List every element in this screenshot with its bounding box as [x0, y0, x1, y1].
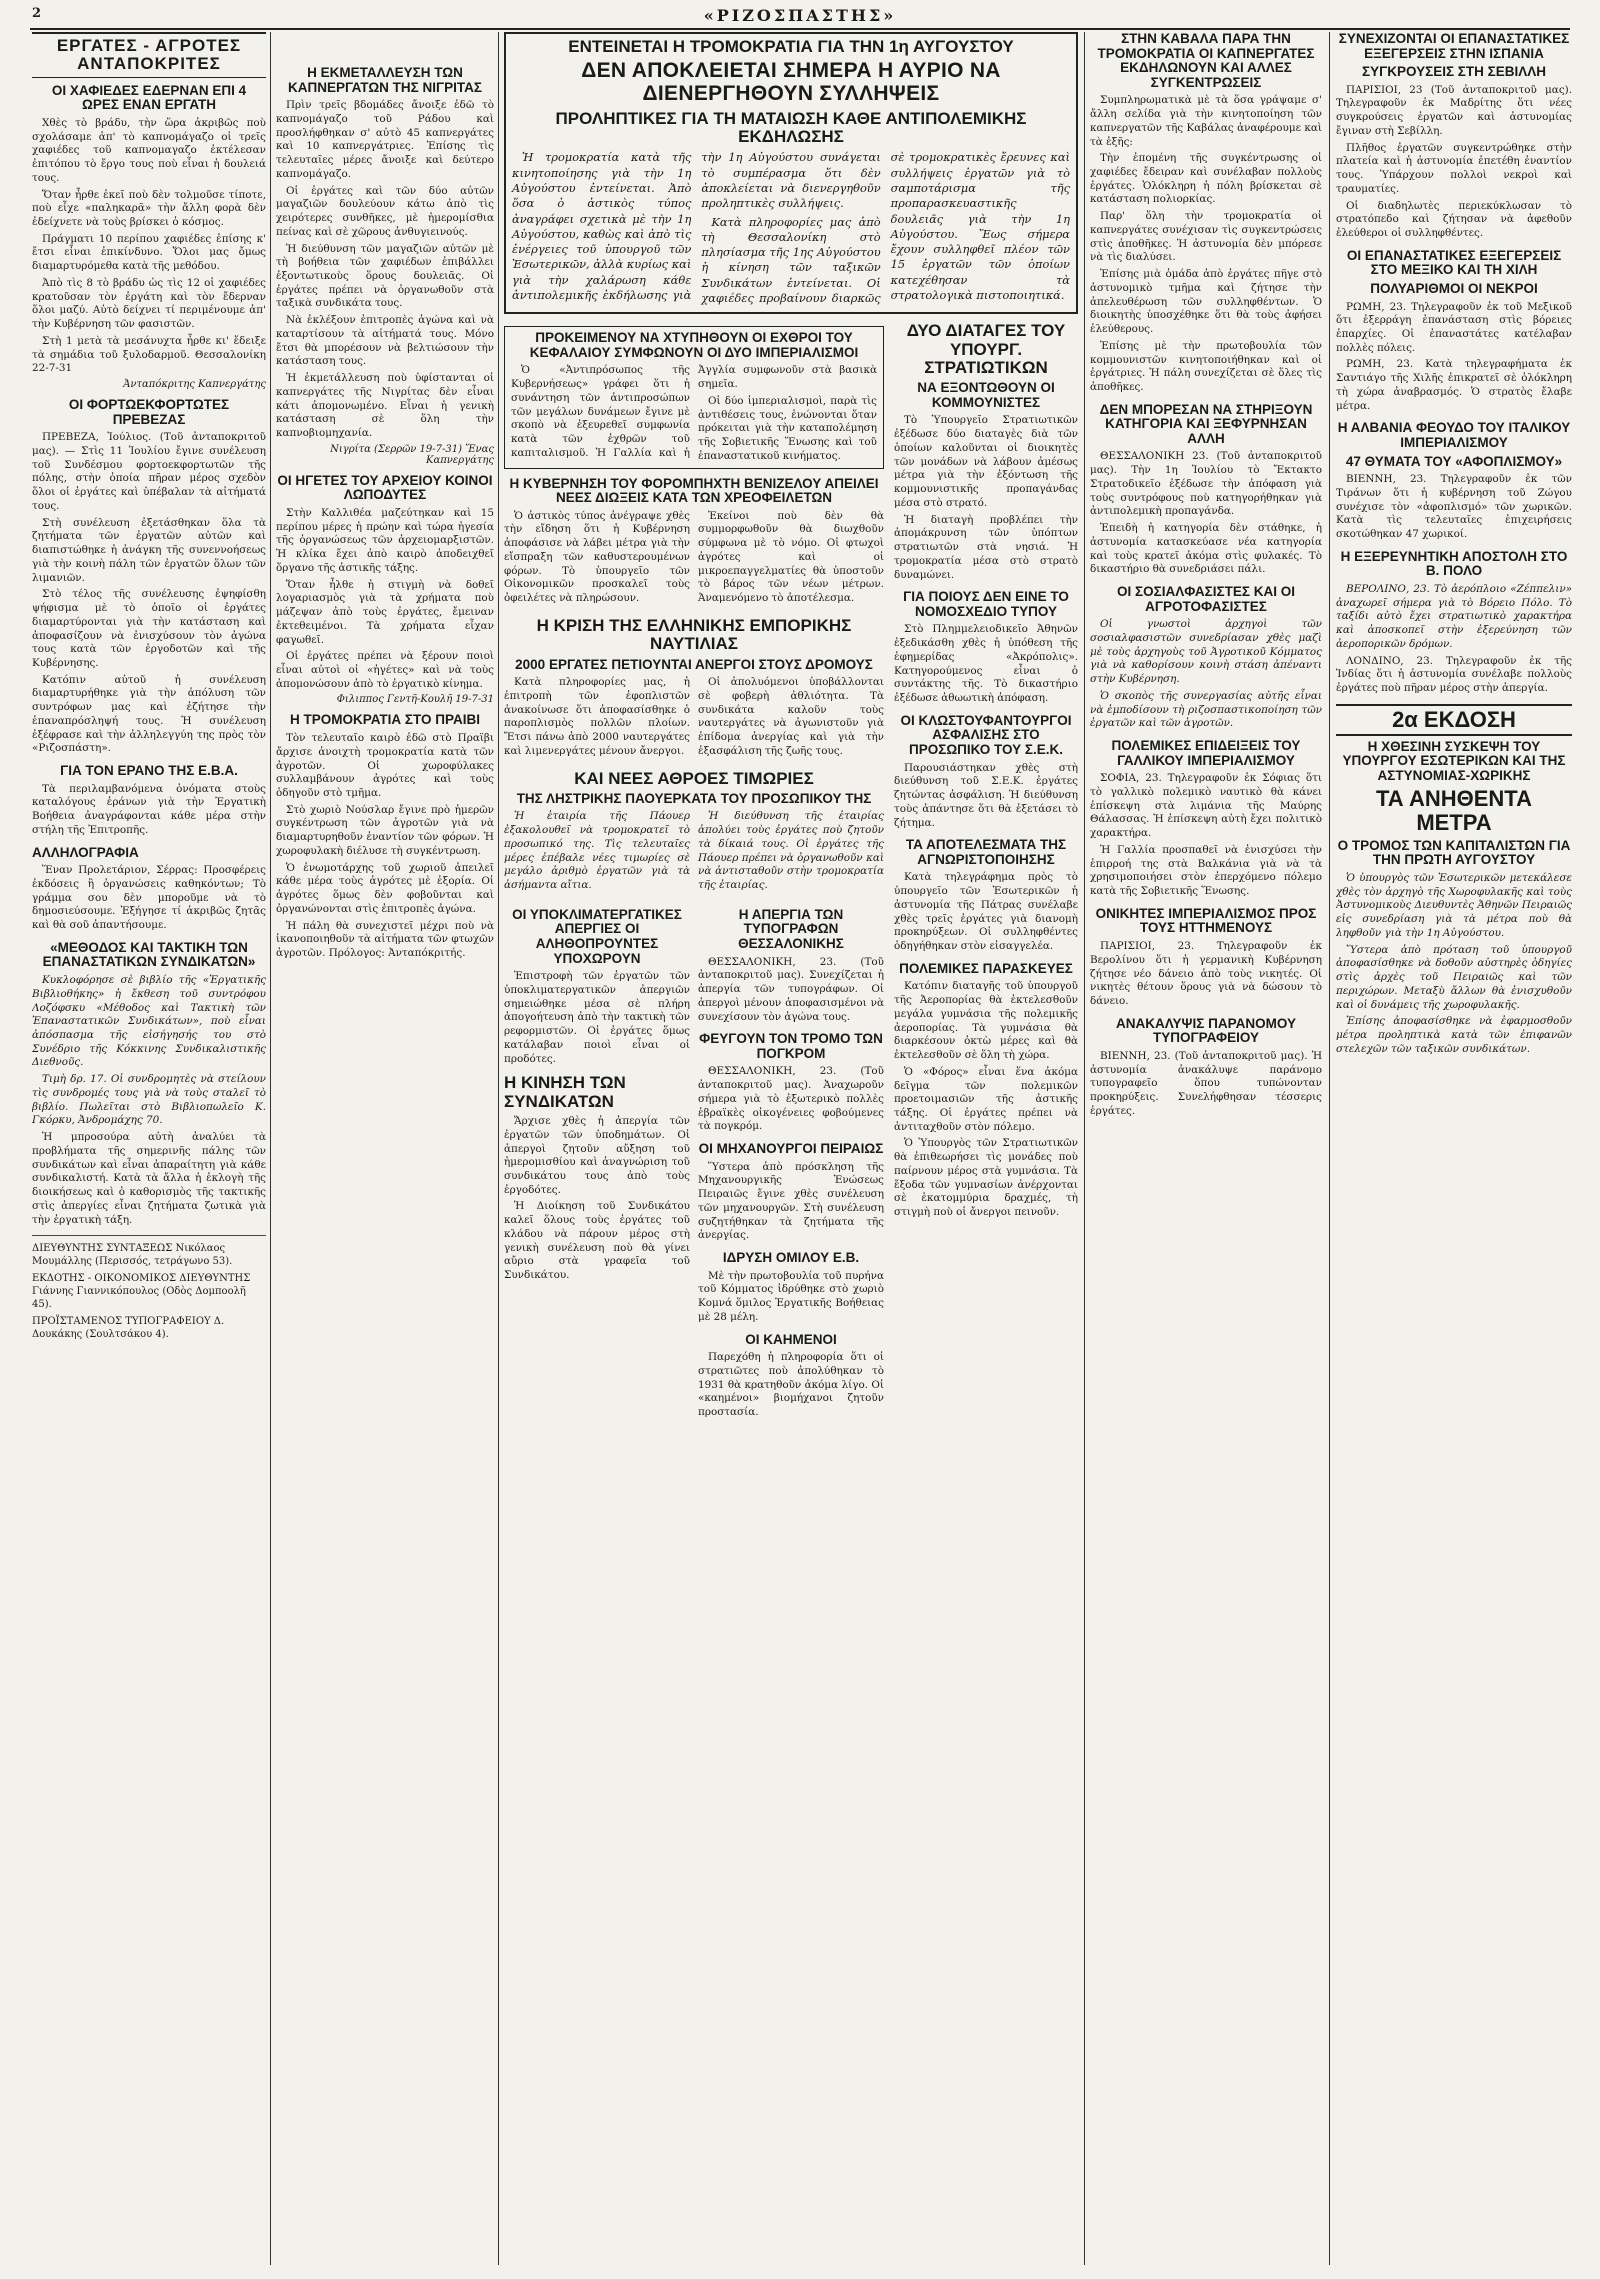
article-paragraph: Ἄρχισε χθὲς ἡ ἀπεργία τῶν ἐργατῶν τῶν ὑποδημάτων. Οἱ ἀπεργοὶ ζητοῦν αὔξηση τοῦ ἡμερομισθίου καὶ ἀναγνώριση τοῦ συνδικάτου τους ἀπὸ τοὺς ἐργοδότες. — [504, 1115, 690, 1196]
article-paragraph: Ἕναν Προλετάριον, Σέρρας: Προσφέρεις ἐκδόσεις ἢ ὀργανώσεις καθηκόντων; Τὸ γράμμα σου δὲν μποροῦμε νὰ τὸ δημοσιεύσουμε. Ἐξήγησε τί ἀκριβῶς ζητᾶς καὶ θὰ σοῦ ἀπαντήσουμε. — [32, 864, 266, 932]
article-paragraph: Ἡ τρομοκρατία κατὰ τῆς κινητοποίησης γιὰ τὴν 1η Αὐγούστου ἐντείνεται. Ἀπὸ ὅσα ὁ ἀστικὸς τύπος ἀναγράφει σχετικὰ μὲ τὴν 1η Αὐγούστου, καθὼς καὶ ἀπὸ τὶς ἐνέργειες τοῦ ὑπουργοῦ τῶν Ἐσωτερικῶν, ἀλλὰ κυρίως καὶ γιὰ τὴν χαλάρωση κάθε ἀντιπολεμικῆς ἐκδήλωσης γιὰ τὴν 1η Αὐγούστου συνάγεται τὸ συμπέρασμα ὅτι δὲν ἀποκλείεται νὰ διενεργηθοῦν προληπτικὲς συλλήψεις. — [512, 150, 881, 302]
article-deck: 47 ΘΥΜΑΤΑ ΤΟΥ «ΑΦΟΠΛΙΣΜΟΥ» — [1345, 453, 1563, 469]
article — [1090, 32, 1322, 395]
article-headline: ΤΗΣ ΛΗΣΤΡΙΚΗΣ ΠΑΟΥΕΡΚΑΤΑ ΤΟΥ ΠΡΟΣΩΠΙΚΟΥ ΤΗΣ — [516, 790, 872, 806]
column-divider — [1084, 32, 1085, 2265]
article-paragraph: Ἡ Γαλλία προσπαθεῖ νὰ ἐνισχύσει τὴν ἐπιρροή της στὰ Βαλκάνια γιὰ νὰ τὰ χρησιμοποιήσει στὸν ἐπερχόμενο πόλεμο κατὰ τῆς Σοβιετικῆς Ἕνωσης. — [1090, 843, 1322, 898]
article-headline: «ΜΕΘΟΔΟΣ ΚΑΙ ΤΑΚΤΙΚΗ ΤΩΝ ΕΠΑΝΑΣΤΑΤΙΚΩΝ ΣΥΝΔΙΚΑΤΩΝ» — [42, 939, 256, 970]
article-paragraph: Παρεχόθη ἡ πληροφορία ὅτι οἱ στρατιῶτες ποὺ ἀπολύθηκαν τὸ 1931 θὰ κρατηθοῦν ἀκόμα λίγο. Οἱ «καημένοι» βιομήχανοι ζητοῦν προστασία. — [698, 1351, 884, 1419]
article-body — [511, 364, 877, 463]
article — [1090, 1017, 1322, 1119]
article-headline: ΣΤΗΝ ΚΑΒΑΛΑ ΠΑΡΑ ΤΗΝ ΤΡΟΜΟΚΡΑΤΙΑ ΟΙ ΚΑΠΝΕΡΓΑΤΕΣ ΕΚΔΗΛΩΝΟΥΝ ΚΑΙ ΑΛΛΕΣ ΣΥΓΚΕΝΤΡΩΣΕΙΣ — [1097, 32, 1315, 90]
article-paragraph: Ἐπειδὴ ἡ κατηγορία δὲν στάθηκε, ἡ ἀστυνομία κατασκεύασε νέα κατηγορία καὶ τοὺς κρατεῖ ἀκόμα στὶς φυλακές. Τὸ δικαστήριο θὰ συνεδριάσει πάλι. — [1090, 522, 1322, 576]
article — [894, 590, 1078, 706]
top-rule — [30, 28, 1570, 30]
article-paragraph: ΡΩΜΗ, 23. Κατὰ τηλεγραφήματα ἐκ Σαντιάγο τῆς Χιλῆς ἐπικρατεῖ σὲ ὁλόκληρη τὴ χώρα ἀναβρασμός. Ὁ στρατὸς ἔλαβε μέτρα. — [1336, 358, 1572, 412]
article-paragraph: Ὁ Ὑπουργὸς τῶν Στρατιωτικῶν θὰ ἐπιθεωρήσει τὶς μονάδες ποὺ παίρνουν μέρος στὰ γυμνάσια. Τὰ ἔξοδα τῶν γυμνασίων ἀνέρχονται σὲ ἑκατομμύρια δραχμές, τὴ στιγμὴ ποὺ οἱ ἄνεργοι πεινοῦν. — [894, 1137, 1078, 1219]
article — [698, 1251, 884, 1325]
article-body — [504, 810, 884, 895]
article-paragraph: Οἱ ἐργάτες πρέπει νὰ ξέρουν ποιοὶ εἶναι αὐτοὶ οἱ «ἡγέτες» καὶ νὰ τοὺς ἀπομονώσουν ἀπὸ τὸ ἐργατικὸ κίνημα. — [276, 650, 494, 690]
lead-deck: ΠΡΟΛΗΠΤΙΚΕΣ ΓΙΑ ΤΗ ΜΑΤΑΙΩΣΗ ΚΑΘΕ ΑΝΤΙΠΟΛΕΜΙΚΗΣ ΕΚΔΗΛΩΣΗΣ — [555, 108, 1027, 147]
editorial-masthead — [32, 1242, 266, 1341]
article-paragraph: Ἐπίσης ἀποφασίσθηκε νὰ ἐφαρμοσθοῦν μέτρα προληπτικὰ κατὰ τῶν ἐπιφανῶν στελεχῶν τῶν ταξικῶν συνδικάτων. — [1336, 1015, 1572, 1055]
article — [276, 66, 494, 466]
article-paragraph: Μὲ τὴν πρωτοβουλία τοῦ πυρήνα τοῦ Κόμματος ἱδρύθηκε στὸ χωριὸ Κομνά ὅμιλος Ἐργατικῆς Βοήθειας μὲ 28 μέλη. — [698, 1269, 884, 1323]
column-divider — [270, 32, 271, 2265]
article-paragraph: Ὁ σκοπὸς τῆς συνεργασίας αὐτῆς εἶναι νὰ ἐμποδίσουν τὴ ριζοσπαστικοποίηση τῶν ἐργατῶν καὶ τῶν ἀγροτῶν. — [1090, 689, 1322, 730]
article-headline: Η ΕΚΜΕΤΑΛΛΕΥΣΗ ΤΩΝ ΚΑΠΝΕΡΓΑΤΩΝ ΤΗΣ ΝΙΓΡΙΤΑΣ — [288, 65, 482, 95]
article-headline: ΓΙΑ ΠΟΙΟΥΣ ΔΕΝ ΕΙΝΕ ΤΟ ΝΟΜΟΣΧΕΔΙΟ ΤΥΠΟΥ — [903, 589, 1069, 619]
column-divider — [1329, 32, 1330, 2265]
article-paragraph: Πρὶν τρεῖς βδομάδες ἄνοιξε ἐδῶ τὸ καπνομάγαζο τοῦ Ράδου καὶ προσλήφθηκαν σ' αὐτὸ 45 καπνεργάτες καὶ 10 καπνεργάτριες. Ἐπίσης τὶς τελευταῖες μέρες ἄνοιξε καὶ δεύτερο καπνομάγαζο. — [276, 99, 494, 180]
article-paragraph: Ἡ Διοίκηση τοῦ Συνδικάτου καλεῖ ὅλους τοὺς ἐργάτες τοῦ κλάδου νὰ πάρουν μέρος στὴ γενικὴ συνέλευση ποὺ θὰ γίνει αὔριο στὰ γραφεῖα τοῦ Συνδικάτου. — [504, 1200, 690, 1282]
article-paragraph: Οἱ γνωστοὶ ἀρχηγοὶ τῶν σοσιαλφασιστῶν συνεδρίασαν χθὲς μαζὶ μὲ τοὺς ἀρχηγοὺς τοῦ Ἀγροτικοῦ Κόμματος γιὰ νὰ καθορίσουν κοινὴ στάση ἀπέναντι στὴν Κυβέρνηση. — [1090, 618, 1322, 686]
column-3 — [504, 322, 884, 1428]
column-divider — [498, 32, 499, 2265]
article-paragraph: Κατὰ τηλεγράφημα πρὸς τὸ ὑπουργεῖο τῶν Ἐσωτερικῶν ἡ ἀστυνομία τῆς Πάτρας συνέλαβε χθὲς τρεῖς ἐργάτες γιὰ διανομὴ προκηρύξεων. Οἱ συλληφθέντες ὁδηγήθηκαν στὸν εἰσαγγελέα. — [894, 871, 1078, 953]
article-headline: ΟΙ ΗΓΕΤΕΣ ΤΟΥ ΑΡΧΕΙΟΥ ΚΟΙΝΟΙ ΛΩΠΟΔΥΤΕΣ — [277, 472, 493, 503]
article — [1090, 585, 1322, 731]
article-paragraph: Πράγματι 10 περίπου χαφιέδες ἐπίσης κ' ἔτσι εἶναι ἐπικίνδυνο. Ὅλοι μας ὄμως διαμαρτυρόμεθα κατὰ τῆς μεθόδου. — [32, 232, 266, 273]
article-headline: ΦΕΥΓΟΥΝ ΤΟΝ ΤΡΟΜΟ ΤΩΝ ΠΟΓΚΡΟΜ — [699, 1031, 883, 1061]
article — [1336, 32, 1572, 241]
sub-column — [698, 904, 884, 1428]
article-headline: ΟΙ ΦΟΡΤΩΕΚΦΟΡΤΩΤΕΣ ΠΡΕΒΕΖΑΣ — [68, 397, 230, 427]
article-headline: Η ΚΡΙΣΗ ΤΗΣ ΕΛΛΗΝΙΚΗΣ ΕΜΠΟΡΙΚΗΣ ΝΑΥΤΙΛΙΑΣ — [536, 615, 852, 654]
article-headline: ΔΕΝ ΜΠΟΡΕΣΑΝ ΝΑ ΣΤΗΡΙΞΟΥΝ ΚΑΤΗΓΟΡΙΑ ΚΑΙ ΞΕΦΥΡΝΗΣΑΝ ΑΛΛΗ — [1099, 401, 1313, 446]
article-paragraph: Τὸν τελευταῖο καιρὸ ἐδῶ στὸ Πραϊβι ἄρχισε ἀνοιχτὴ τρομοκρατία κατὰ τῶν ἀγροτῶν. Οἱ χωροφύλακες συλλαμβάνουν ἀγρότες καὶ τοὺς ὁδηγοῦν στὸ τμῆμα. — [276, 732, 494, 799]
article — [32, 84, 266, 390]
article — [894, 322, 1078, 582]
lead-headline: ΔΕΝ ΑΠΟΚΛΕΙΕΤΑΙ ΣΗΜΕΡΑ Η ΑΥΡΙΟ ΝΑ ΔΙΕΝΕΡΓΗΘΟΥΝ ΣΥΛΛΗΨΕΙΣ — [581, 59, 1001, 106]
article-paragraph: Ὁ «Ἀντιπρόσωπος τῆς Κυβερνήσεως» γράφει ὅτι ἡ συνάντηση τῶν ἀντιπροσώπων τῶν μεγάλων δυνάμεων ἔγινε μὲ σκοπὸ νὰ ἐξευρεθεῖ συμφωνία κατὰ τῶν ἐχθρῶν τοῦ καπιταλισμοῦ. Ἡ Γαλλία καὶ ἡ Ἀγγλία συμφωνοῦν στὰ βασικὰ σημεῖα. — [511, 364, 877, 459]
article-headline: ΓΙΑ ΤΟΝ ΕΡΑΝΟ ΤΗΣ Ε.Β.Α. — [60, 763, 238, 779]
article-paragraph: Ἐκείνοι ποὺ δὲν θὰ συμμορφωθοῦν θὰ διωχθοῦν σύμφωνα μὲ τὸ νόμο. Οἱ φτωχοὶ ἀγρότες καὶ οἱ μικροεπαγγελματίες θὰ ὑποστοῦν τὸ βάρος τῶν νέων μέτρων. Ἀναμενόμενο τὸ ἀποτέλεσμα. — [698, 509, 884, 605]
article-paragraph: Ἡ ἐκμετάλλευση ποὺ ὑφίστανται οἱ καπνεργάτες τῆς Νιγρίτας δὲν εἶναι κάτι ἀπομονωμένο. Εἶναι ἡ γενικὴ κατάσταση σὲ ὅλη τὴν καπνοβιομηχανία. — [276, 372, 494, 440]
article-paragraph: Ἐπίσης μιὰ ὁμάδα ἀπὸ ἐργάτες πῆγε στὸ ἀστυνομικὸ τμῆμα καὶ ζήτησε τὴν ἀπελευθέρωση τῶν συλληφθέντων. Ὁ διοικητὴς ὑποσχέθηκε ὅτι θὰ τοὺς ἀφήσει ἐλεύθερους. — [1090, 268, 1322, 336]
article-paragraph: Παρουσιάστηκαν χθὲς στὴ διεύθυνση τοῦ Σ.Ε.Κ. ἐργάτες ζητώντας ἀσφάλιση. Ἡ διεύθυνση τοὺς ἀπάντησε ὅτι θὰ ἐξετάσει τὸ ζήτημα. — [894, 761, 1078, 829]
article-paragraph: ΒΕΡΟΛΙΝΟ, 23. Τὸ ἀερόπλοιο «Ζέππελιν» ἀναχωρεῖ σήμερα γιὰ τὸ Βόρειο Πόλο. Τὸ ταξίδι αὐτὸ ἔχει στρατιωτικὸ χαρακτήρα καὶ ἀποσκοπεῖ στὴν ἐξερεύνηση τῶν ἀεροπορικῶν δρόμων. — [1336, 582, 1572, 650]
article — [698, 1142, 884, 1243]
article-signature: Νιγρίτα (Σερρῶν 19-7-31) Ἕνας Καπνεργάτης — [330, 443, 494, 466]
article-paragraph: Ὅταν ἦλθε ἡ στιγμὴ νὰ δοθεῖ λογαριασμὸς γιὰ τὰ χρήματα ποὺ μάζεψαν ἀπὸ τοὺς ἐργάτες, ἔμειναν ἐκτεθειμένοι. Τὰ χρήματα εἶχαν φαγωθεῖ. — [276, 578, 494, 646]
article-headline: ΑΛΛΗΛΟΓΡΑΦΙΑ — [32, 844, 139, 860]
article-paragraph: Στὴ 1 μετὰ τὰ μεσάνυχτα ἦρθε κι' ἔδειξε τὰ σημάδια τοῦ ξυλοδαρμοῦ. Θεσσαλονίκη 22-7-31 — [32, 334, 266, 375]
article-paragraph: ΠΑΡΙΣΙΟΙ, 23. Τηλεγραφοῦν ἐκ Βερολίνου ὅτι ἡ γερμανικὴ Κυβέρνηση ζήτησε νέο δάνειο ἀπὸ τοὺς νικητές. Οἱ νικητὲς θέτουν ὅρους γιὰ νὰ δώσουν τὸ δάνειο. — [1090, 940, 1322, 1007]
article-paragraph: ΘΕΣΣΑΛΟΝΙΚΗ 23. (Τοῦ ἀνταποκριτοῦ μας). Τὴν 1η Ἰουλίου τὸ Ἔκτακτο Στρατοδικεῖο ἐξέδωσε τὴν ἀπόφαση γιὰ τοὺς συντρόφους ποὺ κατηγορήθηκαν γιὰ ἀντιπολεμικὴ προπαγάνδα. — [1090, 450, 1322, 518]
lower-columns — [504, 322, 1078, 1428]
article-headline: Η ΧΘΕΣΙΝΗ ΣΥΣΚΕΨΗ ΤΟΥ ΥΠΟΥΡΓΟΥ ΕΣΩΤΕΡΙΚΩΝ ΚΑΙ ΤΗΣ ΑΣΤΥΝΟΜΙΑΣ-ΧΩΡΙΚΗΣ — [1342, 738, 1566, 783]
article-paragraph: Οἱ δύο ἰμπεριαλισμοὶ, παρὰ τὶς ἀντιθέσεις τους, ἑνώνονται ὅταν πρόκειται γιὰ τὴν καταπολέμηση τῆς Σοβιετικῆς Ἕνωσης καὶ τοῦ ἐπαναστατικοῦ κινήματος. — [698, 394, 877, 462]
lead-body — [512, 150, 1070, 306]
column-6 — [1336, 32, 1572, 2265]
article-paragraph: ΣΟΦΙΑ, 23. Τηλεγραφοῦν ἐκ Σόφιας ὅτι τὸ γαλλικὸ πολεμικὸ ναυτικὸ θὰ κάνει ἐπίσκεψη στὰ λιμάνια τῆς Μαύρης Θάλασσας. Ἡ ἐπίσκεψη αὐτὴ ἔχει πολιτικὸ χαρακτήρα. — [1090, 772, 1322, 840]
article-paragraph: Τὴν ἐπομένη τῆς συγκέντρωσης οἱ χαφιέδες ἔδειραν καὶ συνέλαβαν πολλοὺς ἐργάτες. Ὁλόκληρη ἡ πόλη βρίσκεται σὲ κατάσταση πολιορκίας. — [1090, 152, 1322, 206]
masthead-line: ΠΡΟΪΣΤΑΜΕΝΟΣ ΤΥΠΟΓΡΑΦΕΙΟΥ Δ. Δουκάκης (Σουλτσάκου 4). — [32, 1316, 225, 1341]
article-paragraph: Κατὰ πληροφορίες μας, ἡ ἐπιτροπὴ τῶν ἐφοπλιστῶν ἀνακοίνωσε ὅτι ἀποφασίσθηκε ὁ παροπλισμὸς πολλῶν πλοίων. Ἔτσι πάνω ἀπὸ 2000 ναυτεργάτες καὶ λιμενεργάτες μένουν ἄνεργοι. — [504, 676, 690, 757]
article-deck: ΣΥΓΚΡΟΥΣΕΙΣ ΣΤΗ ΣΕΒΙΛΛΗ — [1361, 64, 1547, 80]
article-headline: Η ΑΛΒΑΝΙΑ ΦΕΟΥΔΟ ΤΟΥ ΙΤΑΛΙΚΟΥ ΙΜΠΕΡΙΑΛΙΣΜΟΥ — [1337, 420, 1571, 450]
column-4 — [894, 322, 1078, 1428]
article — [1090, 907, 1322, 1009]
article-paragraph: Τὰ περιλαμβανόμενα ὀνόματα στοὺς καταλόγους ἐράνων γιὰ τὴν Ἐργατικὴ Βοήθεια ἀναγράφονται κάθε μέρα στὴν στήλη τῆς Ἐπιτροπῆς. — [32, 782, 266, 836]
article — [1336, 249, 1572, 414]
newspaper-name: «ΡΙΖΟΣΠΑΣΤΗΣ» — [703, 6, 897, 25]
article — [32, 941, 266, 1227]
sub-column — [504, 904, 690, 1428]
article-paragraph: Στὸ Πλημμελειοδικεῖο Ἀθηνῶν ἐξεδικάσθη χθὲς ἡ ὑπόθεση τῆς ἐφημερίδας «Ἀκρόπολις». Κατηγορούμενος εἶναι ὁ συντάκτης τῆς. Τὸ δικαστήριο ἐξέδωσε ἀθωωτικὴ ἀπόφαση. — [894, 623, 1078, 705]
edition-label: 2α ΕΚΔΟΣΗ — [1336, 704, 1572, 736]
masthead-line: ΕΚΔΟΤΗΣ - ΟΙΚΟΝΟΜΙΚΟΣ ΔΙΕΥΘΥΝΤΗΣ Γιάννης Γιαννικόπουλος (Οδὸς Δομποολῆ 45). — [32, 1273, 251, 1311]
article-paragraph: Ἡ ἐταιρία τῆς Πάουερ ἐξακολουθεῖ νὰ τρομοκρατεῖ τὸ προσωπικό της. Τὶς τελευταῖες μέρες ἐπέβαλε νέες τιμωρίες σὲ μεγάλο ἀριθμὸ ἐργατῶν γιὰ τὰ ἀσήμαντα αἴτια. — [504, 810, 690, 892]
article-paragraph: Στὸ τέλος τῆς συνέλευσης ἐψηφίσθη ψήφισμα μὲ τὸ ὁποῖο οἱ ἐργάτες διαμαρτύρονται γιὰ τὴν κατάσταση καὶ ἀποφασίζουν νὰ ἐνισχύσουν τὸν ἀγώνα τους κατὰ τῶν ἐργοδοτῶν καὶ τῆς Κυβέρνησης. — [32, 588, 266, 669]
article-headline: ΟΙ ΚΑΗΜΕΝΟΙ — [745, 1331, 837, 1347]
column-1 — [32, 32, 266, 2265]
article-headline: ΠΟΛΕΜΙΚΕΣ ΕΠΙΔΕΙΞΕΙΣ ΤΟΥ ΓΑΛΛΙΚΟΥ ΙΜΠΕΡΙΑΛΙΣΜΟΥ — [1111, 738, 1301, 768]
article-headline: ΟΙ ΜΗΧΑΝΟΥΡΓΟΙ ΠΕΙΡΑΙΩΣ — [698, 1141, 884, 1157]
article-signature: Ἀνταπόκριτης Καπνεργάτης — [123, 379, 266, 391]
article — [698, 1333, 884, 1420]
article — [504, 617, 884, 762]
article-headline: ΟΝΙΚΗΤΕΣ ΙΜΠΕΡΙΑΛΙΣΜΟΣ ΠΡΟΣ ΤΟΥΣ ΗΤΤΗΜΕΝΟΥΣ — [1095, 905, 1317, 936]
article-paragraph: Ἡ πάλη θὰ συνεχιστεῖ μέχρι ποὺ νὰ ἱκανοποιηθοῦν τὰ αἰτήματα τῶν φτωχῶν ἀγροτῶν. Πρόλογος: Ἀνταπόκριτής. — [276, 919, 494, 960]
article-kicker: ΚΑΙ ΝΕΕΣ ΑΘΡΟΕΣ ΤΙΜΩΡΙΕΣ — [574, 768, 814, 788]
divider — [32, 1235, 266, 1236]
article-paragraph: ΛΟΝΔΙΝΟ, 23. Τηλεγραφοῦν ἐκ τῆς Ἰνδίας ὅτι ἡ ἀστυνομία συνέλαβε πολλοὺς ἐργάτες ποὺ πῆραν μέρος στὴν ἀπεργία. — [1336, 654, 1572, 695]
article-paragraph: Ἡ διαταγὴ προβλέπει τὴν ἀπομάκρυνση τῶν ὑπόπτων στρατιωτῶν στὰ νησιά. Ἡ τρομοκρατία μέσα στὸ στρατὸ δυναμώνει. — [894, 513, 1078, 581]
article — [32, 764, 266, 838]
article-headline: Η ΑΠΕΡΓΙΑ ΤΩΝ ΤΥΠΟΓΡΑΦΩΝ ΘΕΣΣΑΛΟΝΙΚΗΣ — [738, 906, 844, 952]
column-2 — [276, 32, 494, 2265]
article-paragraph: Στὴν Καλλιθέα μαζεύτηκαν καὶ 15 περίπου μέρες ἡ πρώην καὶ τώρα ἡγεσία τῆς ὀργανώσεως τῶν ἀρχειομαρξιστῶν. Ἡ κλίκα ἔχει ἀπὸ καιρὸ ἀποδειχθεῖ ὅργανο τῆς ἀστικῆς τάξης. — [276, 506, 494, 574]
article-body — [504, 676, 884, 761]
article-deck: ΠΟΛΥΑΡΙΘΜΟΙ ΟΙ ΝΕΚΡΟΙ — [1370, 280, 1538, 296]
article-paragraph: Ἡ μπροσούρα αὐτὴ ἀναλύει τὰ προβλήματα τῆς σημερινῆς πάλης τῶν συνδικάτων καὶ εἶναι ἀπαραίτητη γιὰ κάθε συνδικαλιστή. Κατὰ τὰ ἄλλα ἡ ἐκλογὴ τῆς διοικήσεως καὶ ὁ καθορισμὸς τῆς τακτικῆς στὶς ἀπεργίες εἶναι ζητήματα ζωτικὰ γιὰ τὴν ἐργατικὴ τάξη. — [32, 1131, 266, 1226]
article — [1336, 550, 1572, 696]
article-paragraph: Ὅταν ἦρθε ἐκεῖ ποὺ δὲν τολμοῦσε τίποτε, ποὺ εἶχε «παληκαρᾶ» τὴν ἄλλη φορὰ δὲν ἐδείχνετε νὰ τοὺς βρίσκει ὁ κόσμος. — [32, 188, 266, 229]
article-paragraph: Ἡ διεύθυνση τῶν μαγαζιῶν αὐτῶν μὲ τὴ βοήθεια τῶν χαφιέδων ἐπιβάλλει ἐξοντωτικοὺς ὅρους δουλειᾶς. Οἱ ἐργάτες πρέπει νὰ ὀργανωθοῦν στὰ ταξικὰ συνδικάτα τους. — [276, 242, 494, 310]
article-paragraph: ΘΕΣΣΑΛΟΝΙΚΗ, 23. (Τοῦ ἀνταποκριτοῦ μας). Συνεχίζεται ἡ ἀπεργία τῶν τυπογράφων. Οἱ ἀπεργοὶ μένουν ἀποφασισμένοι νὰ συνεχίσουν τὸν ἀγώνα τους. — [698, 955, 884, 1023]
article-paragraph: Κατόπιν διαταγῆς τοῦ ὑπουργοῦ τῆς Ἀεροπορίας θὰ ἐκτελεσθοῦν μεγάλα γυμνάσια τῆς πολεμικῆς ἀεροπορίας. Τὰ γυμνάσια θὰ διαρκέσουν ὀκτὼ μέρες καὶ θὰ ἐκτελεσθοῦν σὲ ὅλη τὴ χώρα. — [894, 980, 1078, 1062]
article — [504, 477, 884, 609]
article-paragraph: Νὰ ἐκλέξουν ἐπιτροπὲς ἀγώνα καὶ νὰ καταρτίσουν τὰ αἰτήματά τους. Μόνο ἔτσι θὰ μπορέσουν νὰ βελτιώσουν τὴν κατάσταση τους. — [276, 314, 494, 368]
article — [276, 474, 494, 706]
article-paragraph: ΡΩΜΗ, 23. Τηλεγραφοῦν ἐκ τοῦ Μεξικοῦ ὅτι ἐξερράγη ἐπανάσταση στὶς βόρειες ἐπαρχίες. Οἱ ἐπαναστάτες κατέλαβαν πολλὲς πόλεις. — [1336, 300, 1572, 354]
article-headline: ΑΝΑΚΑΛΥΨΙΣ ΠΑΡΑΝΟΜΟΥ ΤΥΠΟΓΡΑΦΕΙΟΥ — [1116, 1015, 1296, 1046]
article-paragraph: Ἀπὸ τὶς 8 τὸ βράδυ ὡς τὶς 12 οἱ χαφιέδες κρατοῦσαν τὸν ἐργάτη καὶ τὸν ἔδερναν ὅλοι μαζύ. Αὐτὸ δείχνει τί περιμένουμε ἀπ' τὴν Κυβέρνηση τῶν φασιστῶν. — [32, 276, 266, 331]
article-headline: ΟΙ ΚΛΩΣΤΟΥΦΑΝΤΟΥΡΓΟΙ ΑΣΦΑΛΙΣΗΣ ΣΤΟ ΠΡΟΣΩΠΙΚΟ ΤΟΥ Σ.Ε.Κ. — [900, 712, 1072, 757]
article-headline: Η ΤΡΟΜΟΚΡΑΤΙΑ ΣΤΟ ΠΡΑΙΒΙ — [290, 712, 480, 728]
column-5 — [1090, 32, 1322, 2265]
article-paragraph: Ὁ «Φόρος» εἶναι ἕνα ἀκόμα δεῖγμα τῶν πολεμικῶν προετοιμασιῶν τῆς ἀστικῆς τάξης. Οἱ ἐργάτες πρέπει νὰ ἀντιταχθοῦν στὸν πόλεμο. — [894, 1065, 1078, 1133]
page-masthead — [0, 6, 1600, 28]
article — [504, 908, 690, 1066]
article-headline: ΟΙ ΣΟΣΙΑΛΦΑΣΙΣΤΕΣ ΚΑΙ ΟΙ ΑΓΡΟΤΟΦΑΣΙΣΤΕΣ — [1117, 584, 1295, 614]
article-headline: ΙΔΡΥΣΗ ΟΜΙΛΟΥ Ε.Β. — [722, 1250, 860, 1266]
columns-3-4 — [504, 32, 1078, 2265]
article-headline: ΣΥΝΕΧΙΖΟΝΤΑΙ ΟΙ ΕΠΑΝΑΣΤΑΤΙΚΕΣ ΕΞΕΓΕΡΣΕΙΣ ΣΤΗΝ ΙΣΠΑΝΙΑ — [1338, 32, 1570, 61]
article — [1090, 739, 1322, 899]
article — [276, 713, 494, 960]
article-deck: Ο ΤΡΟΜΟΣ ΤΩΝ ΚΑΠΙΤΑΛΙΣΤΩΝ ΓΙΑ ΤΗΝ ΠΡΩΤΗ ΑΥΓΟΥΣΤΟΥ — [1337, 837, 1571, 868]
lead-kicker: ΕΝΤΕΙΝΕΤΑΙ Η ΤΡΟΜΟΚΡΑΤΙΑ ΓΙΑ ΤΗΝ 1η ΑΥΓΟΥΣΤΟΥ — [568, 37, 1014, 56]
article-paragraph: Ὕστερα ἀπὸ πρόσκληση τῆς Μηχανουργικῆς Ἑνώσεως Πειραιῶς ἔγινε χθὲς συνέλευση τῶν μηχανουργῶν. Στὴ συνέλευση συζητήθηκαν τὰ ζητήματα τῆς ἀνεργίας. — [698, 1160, 884, 1242]
article-headline: ΟΙ ΕΠΑΝΑΣΤΑΤΙΚΕΣ ΕΞΕΓΕΡΣΕΙΣ ΣΤΟ ΜΕΞΙΚΟ ΚΑΙ ΤΗ ΧΙΛΗ — [1346, 247, 1562, 278]
article-paragraph: Ἡ διεύθυνση τῆς ἐταιρίας ἀπολύει τοὺς ἐργάτες ποὺ ζητοῦν τὰ δίκαιά τους. Οἱ ἐργάτες τῆς Πάουερ πρέπει νὰ ὀργανωθοῦν καὶ νὰ ἀντισταθοῦν στὴν τρομοκρατία τῆς ἐταιρίας. — [698, 810, 884, 892]
section-header: ΕΡΓΑΤΕΣ - ΑΓΡΟΤΕΣ ΑΝΤΑΠΟΚΡΙΤΕΣ — [32, 32, 266, 78]
article-paragraph: Ὁ ἐνωμοτάρχης τοῦ χωριοῦ ἀπειλεῖ κάθε μέρα τοὺς ἀγρότες μὲ ἐξορία. Οἱ ἀγρότες ὅμως δὲν φοβοῦνται καὶ ὀργανώνονται στὶς ἐπιτροπὲς ἀγώνα. — [276, 861, 494, 915]
article-headline-main: ΤΑ ΑΝΗΘΕΝΤΑ ΜΕΤΡΑ — [1375, 786, 1533, 836]
article-headline: ΔΥΟ ΔΙΑΤΑΓΕΣ ΤΟΥ ΥΠΟΥΡΓ. ΣΤΡΑΤΙΩΤΙΚΩΝ — [906, 321, 1066, 377]
article-headline: ΟΙ ΥΠΟΚΛΙΜΑΤΕΡΓΑΤΙΚΕΣ ΑΠΕΡΓΙΕΣ ΟΙ ΑΛΗΘΟΠΡΟΥΝΤΕΣ ΥΠΟΧΩΡΟΥΝ — [512, 906, 682, 966]
article-headline: ΠΟΛΕΜΙΚΕΣ ΠΑΡΑΣΚΕΥΕΣ — [899, 960, 1073, 976]
article-paragraph: Ἐπιστροφὴ τῶν ἐργατῶν τῶν ὑποκλιματεργατικῶν ἀπεργιῶν σημειώθηκε μέσα σὲ πλήρη ἀπογοήτευση ἀπὸ τὴν τακτικὴ τῶν ρεφορμιστῶν. Οἱ ἐργάτες ὅμως κατάλαβαν ποιοὶ εἶναι οἱ προδότες. — [504, 970, 690, 1065]
article-paragraph: ΒΙΕΝΝΗ, 23. Τηλεγραφοῦν ἐκ τῶν Τιράνων ὅτι ἡ κυβέρνηση τοῦ Ζώγου συνέχισε τὸν «ἀφοπλισμό» τῶν χωρικῶν. Κατὰ τὶς τελευταῖες ἐπιχειρήσεις σκοτώθηκαν 47 χωρικοί. — [1336, 473, 1572, 541]
article — [32, 846, 266, 933]
article-paragraph: Ὁ ἀστικὸς τύπος ἀνέγραψε χθὲς τὴν εἴδηση ὅτι ἡ Κυβέρνηση ἀποφάσισε νὰ λάβει μέτρα γιὰ τὴν εἴσπραξη τῶν καθυστερουμένων φόρων. Τὸ ὑπουργεῖο τῶν Οἰκονομικῶν προσκαλεῖ τοὺς ὀφειλέτες νὰ πληρώσουν. — [504, 509, 690, 605]
article-paragraph: Ὕστερα ἀπὸ πρόταση τοῦ ὑπουργοῦ ἀποφασίσθηκε νὰ δοθοῦν αὐστηρὲς ὁδηγίες στὶς ἀρχὲς τοῦ Πειραιῶς καὶ τῶν περιχώρων. Μεταξὺ ἄλλων θὰ ἐνισχυθοῦν καὶ οἱ δυνάμεις τῆς χωροφυλακῆς. — [1336, 943, 1572, 1011]
article-paragraph: Παρ' ὅλη τὴν τρομοκρατία οἱ καπνεργάτες συνέχισαν τὶς συγκεντρώσεις στὶς ἀποθῆκες. Ἡ ἀστυνομία δὲν μπόρεσε νὰ τὶς διαλύσει. — [1090, 210, 1322, 264]
article-paragraph: Στὴ συνέλευση ἐξετάσθηκαν ὅλα τὰ ζητήματα τῶν ἐργατῶν αὐτῶν καὶ διαπιστώθηκε ἡ ἀνάγκη τῆς συνεννοήσεως γιὰ τὴν κοινὴ πάλη τῶν ἐργατῶν ὅλων τῶν λιμανιῶν. — [32, 516, 266, 584]
article-paragraph: ΘΕΣΣΑΛΟΝΙΚΗ, 23. (Τοῦ ἀνταποκριτοῦ μας). Ἀναχωροῦν σήμερα γιὰ τὸ ἐξωτερικὸ πολλὲς ἑβραϊκὲς οἰκογένειες φοβούμενες τὰ πογκρόμ. — [698, 1065, 884, 1133]
article-deck: 2000 ΕΡΓΑΤΕΣ ΠΕΤΙΟΥΝΤΑΙ ΑΝΕΡΓΟΙ ΣΤΟΥΣ ΔΡΟΜΟΥΣ — [515, 656, 873, 672]
article-paragraph: Κυκλοφόρησε σὲ βιβλίο τῆς «Ἐργατικῆς Βιβλιοθήκης» ἡ ἔκθεση τοῦ συντρόφου Λοζόφσκυ «Μέθοδος καὶ Τακτικὴ τῶν Ἐπαναστατικῶν Συνδικάτων», ποὺ εἶναι ἀπόσπασμα τῆς εἰσήγησής του στὸ Συνέδριο τῆς Κόκκινης Συνδικαλιστικῆς Διεθνοῦς. — [32, 974, 266, 1069]
article-headline: ΤΑ ΑΠΟΤΕΛΕΣΜΑΤΑ ΤΗΣ ΑΓΝΩΡΙΣΤΟΠΟΙΗΣΗΣ — [905, 837, 1067, 867]
article-paragraph: Χθὲς τὸ βράδυ, τὴν ὥρα ἀκριβῶς ποὺ σχολάσαμε ἀπ' τὸ καπνομάγαζο οἱ τρεῖς χαφιέδες τοῦ καπνομαγαζο ἐκτέλεσαν ἐπιτόπου τὸ ἔργο τους ποὺ εἶναι ἡ δουλειά τους. — [32, 116, 266, 184]
article-paragraph: Οἱ ἀπολυόμενοι ὑποβάλλονται σὲ φοβερὴ ἀθλιότητα. Τὰ συνδικάτα καλοῦν τοὺς ναυτεργάτες νὰ ἀγωνιστοῦν γιὰ ἐπίδομα ἀνεργίας καὶ γιὰ τὴν ἐξασφάλιση τῆς ζωῆς τους. — [698, 676, 884, 757]
article-headline: Η ΚΥΒΕΡΝΗΣΗ ΤΟΥ ΦΟΡΟΜΠΗΧΤΗ ΒΕΝΙΖΕΛΟΥ ΑΠΕΙΛΕΙ ΝΕΕΣ ΔΙΩΞΕΙΣ ΚΑΤΑ ΤΩΝ ΧΡΕΟΦΕΙΛΕΤΩΝ — [509, 475, 879, 506]
article-headline: Η ΕΞΕΡΕΥΝΗΤΙΚΗ ΑΠΟΣΤΟΛΗ ΣΤΟ Β. ΠΟΛΟ — [1340, 548, 1568, 579]
article-paragraph: Ἐπίσης μὲ τὴν πρωτοβουλία τῶν κομμουνιστῶν κινητοποιήθηκαν καὶ οἱ ἐργάτριες. Ἡ πάλη συνεχίζεται σὲ ὅλες τὶς ἀποθῆκες. — [1090, 339, 1322, 393]
article — [894, 838, 1078, 954]
article — [698, 1032, 884, 1134]
article — [32, 398, 266, 756]
article-paragraph: Πλῆθος ἐργατῶν συγκεντρώθηκε στὴν πλατεία καὶ ἡ ἀστυνομία ἐπετέθη ἐναντίον τους. Ὑπάρχουν πολλοὶ νεκροὶ καὶ τραυματίες. — [1336, 141, 1572, 195]
article — [698, 908, 884, 1024]
article-headline: ΟΙ ΧΑΦΙΕΔΕΣ ΕΔΕΡΝΑΝ ΕΠΙ 4 ΩΡΕΣ ΕΝΑΝ ΕΡΓΑΤΗ — [51, 82, 247, 113]
article — [894, 714, 1078, 830]
article-paragraph: Κατὰ πληροφορίες μας ἀπὸ τὴ Θεσσαλονίκη στὸ πλησίασμα τῆς 1ης Αὐγούστου ἡ κίνηση τῶν ταξικῶν Συνδικάτων ἐντείνεται. Οἱ χαφιέδες προβαίνουν διαρκῶς σὲ τρομοκρατικὲς ἔρευνες καὶ συλλήψεις ἐργατῶν γιὰ τὸ σαμποτάρισμα τῆς προπαρασκευαστικῆς δουλειᾶς γιὰ τὴν 1η Αὐγούστου. Ἕως σήμερα ἔχουν συλληφθεῖ πλέον τῶν 15 ἐργατῶν τῶν ὁποίων κατεχέθησαν τὰ στρατολογικὰ πιστοποιητικά. — [701, 150, 1070, 305]
article — [1336, 421, 1572, 541]
article — [504, 1074, 690, 1283]
article-paragraph: Τὸ Ὑπουργεῖο Στρατιωτικῶν ἐξέδωσε δύο διαταγὲς διὰ τῶν ὁποίων καλοῦνται οἱ διοικητὲς τῶν μονάδων νὰ λάβουν ἀμέσως μέτρα γιὰ τὴν ἐξόντωση τῆς κομμουνιστικῆς προπαγάνδας μέσα στὸ στρατό. — [894, 414, 1078, 509]
article — [504, 326, 884, 468]
article-paragraph: Συμπληρωματικὰ μὲ τὰ ὅσα γράψαμε σ' ἄλλη σελίδα γιὰ τὴν κινητοποίηση τῶν καπνεργατῶν τῆς Καβάλας ἀναφέρουμε καὶ τὰ ἑξῆς: — [1090, 94, 1322, 148]
bottom-row — [504, 904, 884, 1428]
article-headline: ΠΡΟΚΕΙΜΕΝΟΥ ΝΑ ΧΤΥΠΗΘΟΥΝ ΟΙ ΕΧΘΡΟΙ ΤΟΥ ΚΕΦΑΛΑΙΟΥ ΣΥΜΦΩΝΟΥΝ ΟΙ ΔΥΟ ΙΜΠΕΡΙΑΛΙΣΜΟΙ — [529, 330, 859, 360]
article-body — [504, 510, 884, 609]
article-paragraph: ΒΙΕΝΝΗ, 23. (Τοῦ ἀνταποκριτοῦ μας). Ἡ ἀστυνομία ἀνακάλυψε παράνομο τυπογραφεῖο ὅπου τυπώνονταν προκηρύξεις. Συνελήφθησαν τέσσερις ἐργάτες. — [1090, 1049, 1322, 1117]
article-paragraph: ΠΡΕΒΕΖΑ, Ἰούλιος. (Τοῦ ἀνταποκριτοῦ μας). — Στὶς 11 Ἰουλίου ἔγινε συνέλευση τοῦ Συνδέσμου φορτοεκφορτωτῶν τῆς πόλης, στὴν ὁποία πῆραν μέρος σχεδὸν ὅλοι οἱ ἐργάτες καὶ ὑπέβαλαν τὰ αἰτήματά τους. — [32, 431, 266, 512]
article-paragraph: Οἱ διαδηλωτὲς περιεκύκλωσαν τὸ στρατόπεδο καὶ ζήτησαν νὰ ἀφεθοῦν ἐλεύθεροι οἱ συλληφθέντες. — [1336, 199, 1572, 240]
article — [894, 962, 1078, 1220]
article — [1090, 403, 1322, 577]
article-deck: ΝΑ ΕΞΟΝΤΩΘΟΥΝ ΟΙ ΚΟΜΜΟΥΝΙΣΤΕΣ — [917, 380, 1055, 410]
second-edition — [1336, 704, 1572, 1057]
article-paragraph: Κατόπιν αὐτοῦ ἡ συνέλευση διαμαρτυρήθηκε γιὰ τὴν ἀπόλυση τῶν συντρόφων μας καὶ ἐζήτησε τὴν ἐπαναπρόσληψή τους. Ἡ συνέλευση ἐξέφρασε καὶ τὴν ἀλληλεγγύη της πρὸς τὸν «Ριζοσπάστη». — [32, 673, 266, 755]
article-paragraph: Οἱ ἐργάτες καὶ τῶν δύο αὐτῶν μαγαζιῶν δουλεύουν κάτω ἀπὸ τὶς χειρότερες συνθῆκες, μὲ ἡμερομίσθια πείνας καὶ σὲ χῶρους ἀνθυγιεινούς. — [276, 184, 494, 238]
masthead-line: ΔΙΕΥΘΥΝΤΗΣ ΣΥΝΤΑΞΕΩΣ Νικόλαος Μουμάλλης (Περισσός, τετράγωνο 53). — [32, 1243, 233, 1268]
article-paragraph: Στὸ χωριὸ Νούσλαρ ἔγινε πρὸ ἡμερῶν συγκέντρωση τῶν ἀγροτῶν γιὰ νὰ διαμαρτυρηθοῦν ἐναντίον τῶν φόρων. Ἡ χωροφυλακὴ διέλυσε τὴ συγκέντρωση. — [276, 803, 494, 857]
article-paragraph: ΠΑΡΙΣΙΟΙ, 23 (Τοῦ ἀνταποκριτοῦ μας). Τηλεγραφοῦν ἐκ Μαδρίτης ὅτι νέες συγκρούσεις ἐργατῶν καὶ ἀστυνομίας ἔγιναν στὴ Σεβίλλη. — [1336, 83, 1572, 137]
article-headline: Η ΚΙΝΗΣΗ ΤΩΝ ΣΥΝΔΙΚΑΤΩΝ — [504, 1073, 626, 1111]
article-signature: Φιλιππος Γεντῆ-Κουλῆ 19-7-31 — [336, 694, 494, 706]
article-paragraph: Ὁ ὑπουργὸς τῶν Ἐσωτερικῶν μετεκάλεσε χθὲς τὸν ἀρχηγὸ τῆς Χωροφυλακῆς καὶ τοὺς Ἀστυνομικοὺς Διευθυντὲς Ἀθηνῶν Πειραιῶς εἰς συνεδρίαση γιὰ τὰ μέτρα ποὺ θὰ ληφθοῦν γιὰ τὴν 1η Αὐγούστου. — [1336, 872, 1572, 939]
lead-story — [504, 32, 1078, 314]
page-number: 2 — [32, 6, 42, 21]
article-paragraph: Τιμὴ δρ. 17. Οἱ συνδρομητὲς νὰ στείλουν τὶς συνδρομές τους γιὰ νὰ τοὺς σταλεῖ τὸ βιβλίο. Πωλεῖται στὸ Βιβλιοπωλεῖο Κ. Γκόρκυ, Ἀνδρομάχης 70. — [32, 1073, 266, 1127]
article — [504, 770, 884, 896]
